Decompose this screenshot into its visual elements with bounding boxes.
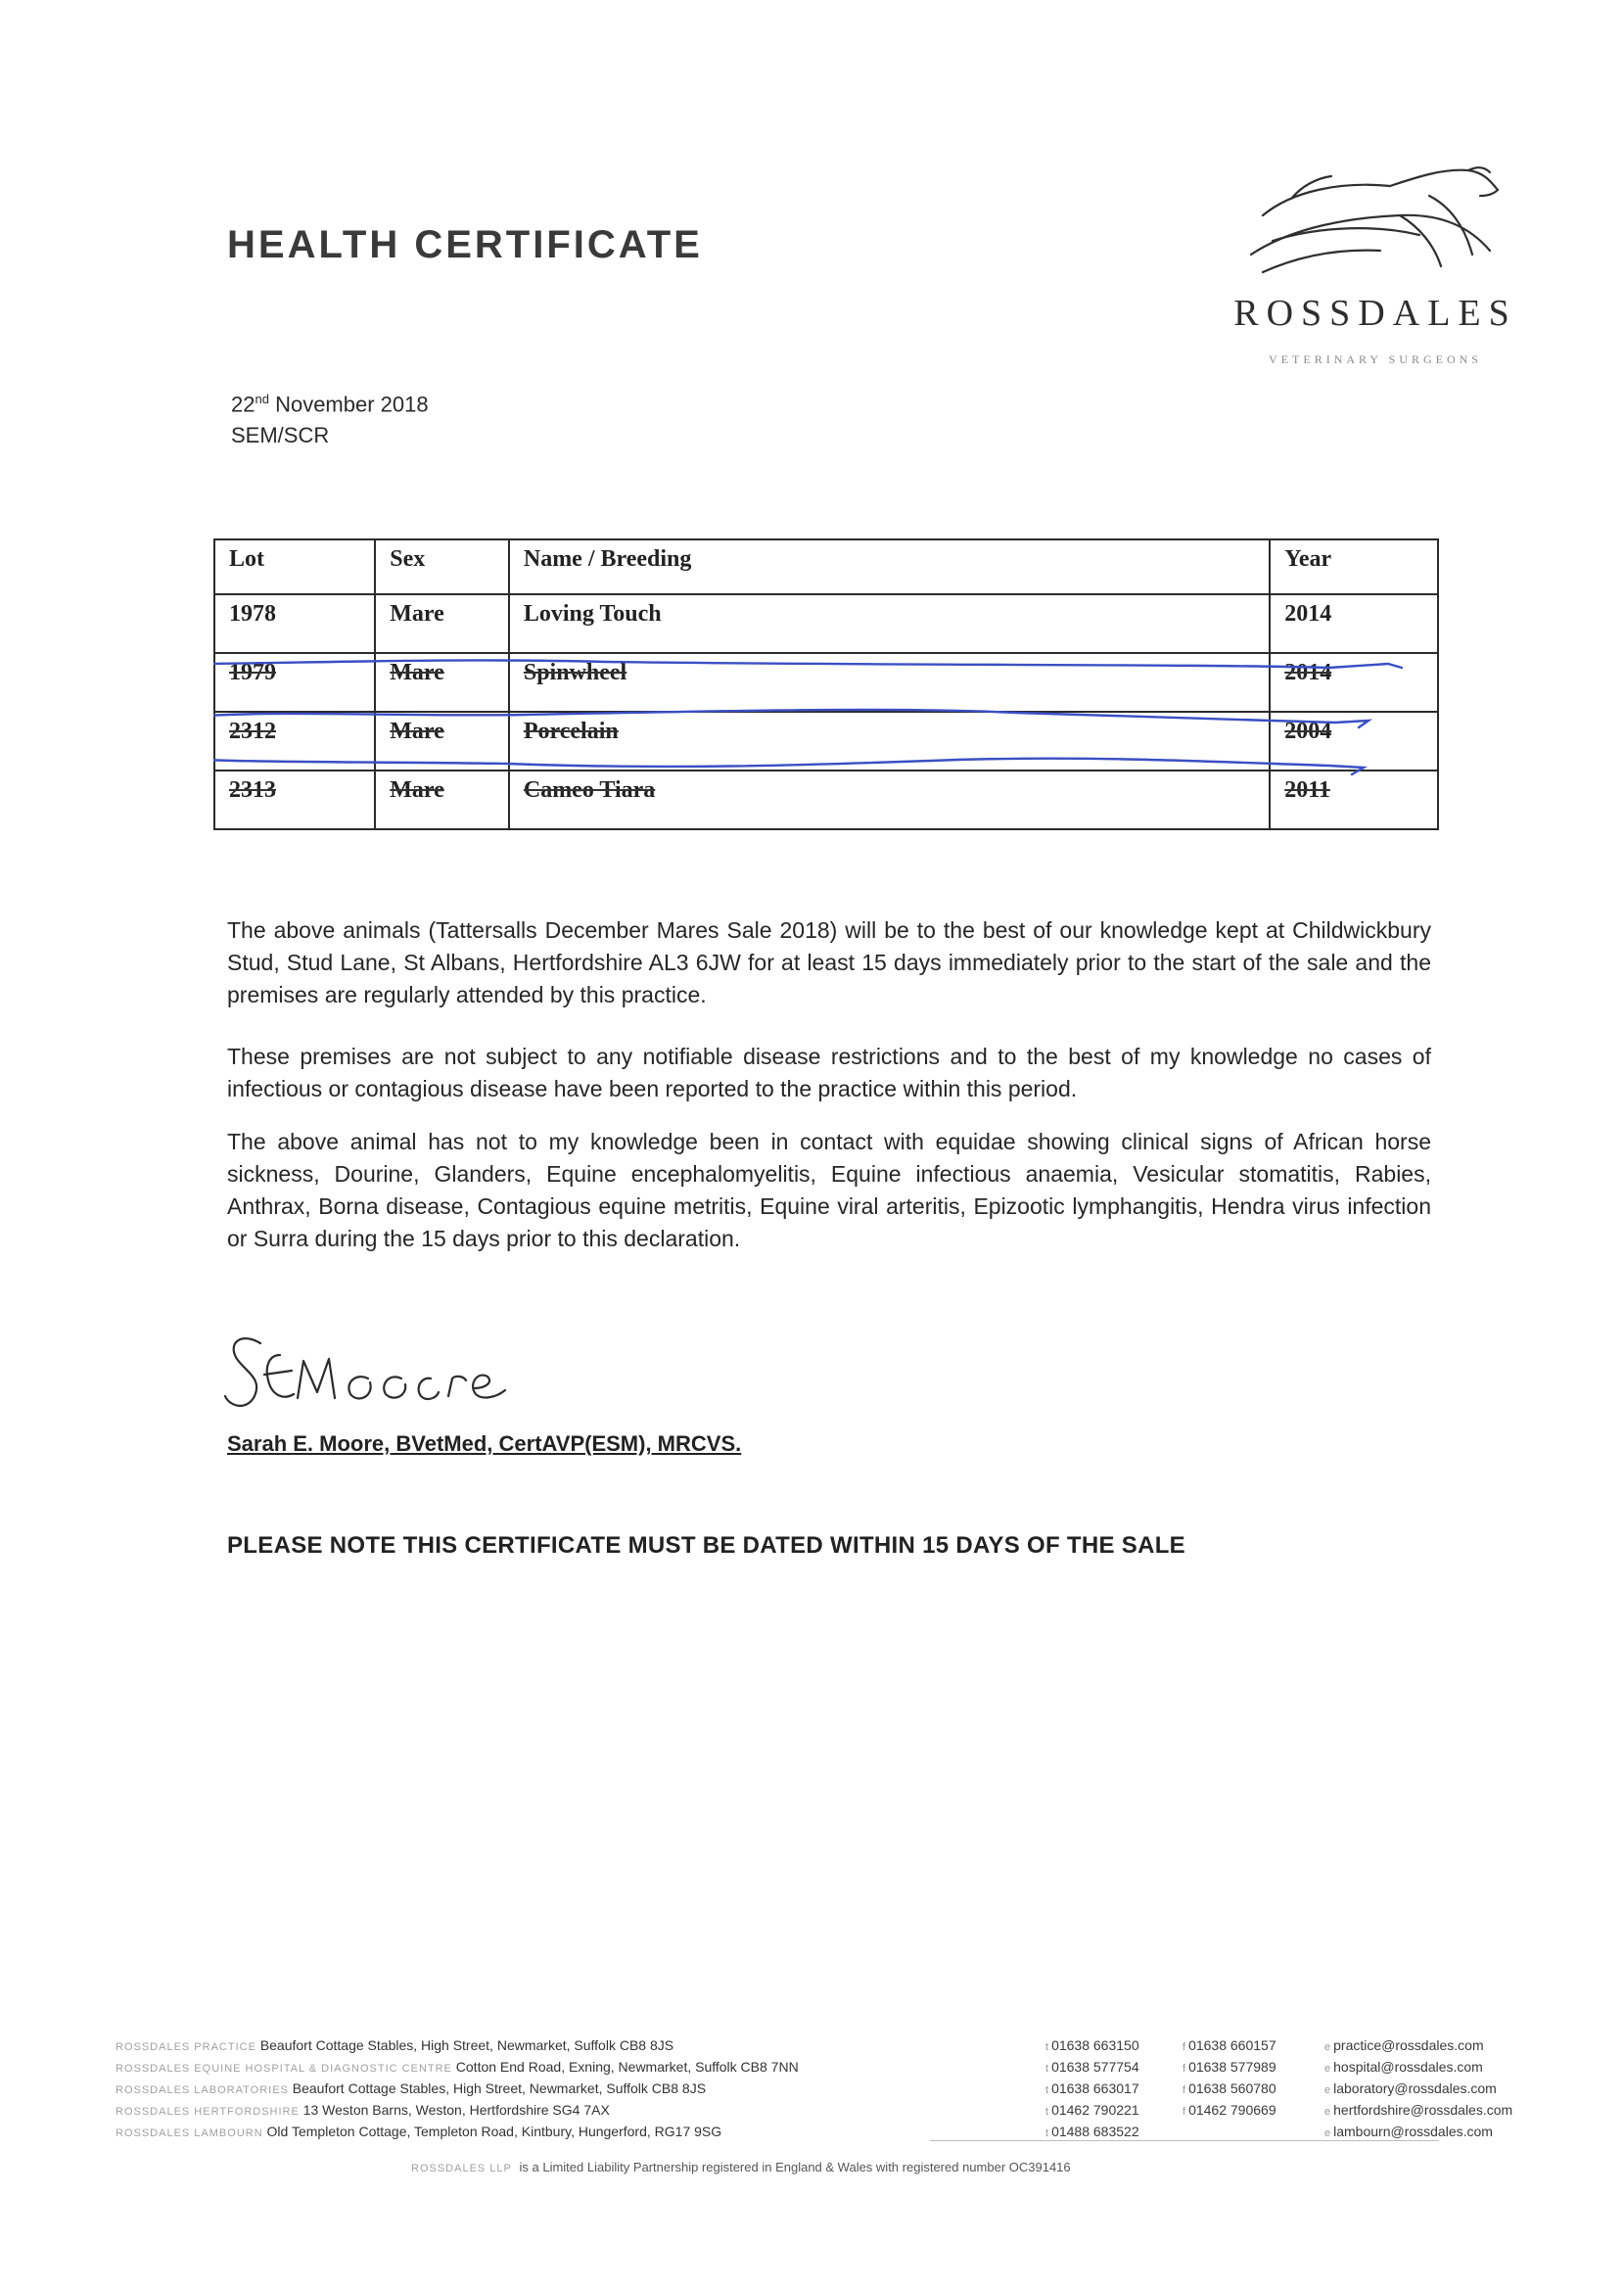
logo-tagline: VETERINARY SURGEONS xyxy=(1269,352,1482,366)
footer-org: ROSSDALES HERTFORDSHIRE xyxy=(116,2106,300,2118)
header-lot: Lot xyxy=(214,539,375,594)
footer-divider xyxy=(930,2140,1439,2141)
footer-phone: t 01638 577754 xyxy=(1045,2059,1139,2075)
footer-phone: t 01638 663017 xyxy=(1045,2080,1139,2096)
cell-name: Loving Touch xyxy=(509,594,1270,653)
footer-org: ROSSDALES PRACTICE xyxy=(116,2041,256,2053)
table-header-row xyxy=(214,539,1438,594)
horse-logo-icon xyxy=(1233,157,1508,284)
footer-address: 13 Weston Barns, Weston, Hertfordshire SG4 7AX xyxy=(302,2102,610,2118)
cell-lot: 2312 xyxy=(214,712,375,771)
footer-phone: t 01638 663150 xyxy=(1045,2037,1139,2053)
logo-wordmark: ROSSDALES xyxy=(1233,293,1517,334)
cell-sex: Mare xyxy=(375,594,509,653)
footer-registration-org: ROSSDALES LLP xyxy=(411,2163,512,2174)
table-row-struck xyxy=(214,771,1438,829)
date-suffix: nd xyxy=(255,392,269,406)
footer-fax: f 01462 790669 xyxy=(1183,2102,1276,2118)
footer-fax: f 01638 660157 xyxy=(1183,2037,1276,2053)
date-month-year: November 2018 xyxy=(275,392,429,417)
cell-name: Spinwheel xyxy=(509,653,1270,712)
footer-row xyxy=(116,2121,1564,2142)
footer-row xyxy=(116,2034,1564,2056)
footer-fax: f 01638 577989 xyxy=(1183,2059,1276,2075)
footer-registration-text: is a Limited Liability Partnership registered in England & Wales with registered number OC391416 xyxy=(519,2160,1071,2174)
footer-row xyxy=(116,2056,1564,2078)
reference-code: SEM/SCR xyxy=(231,423,330,447)
footer-address: Beaufort Cottage Stables, High Street, Newmarket, Suffolk CB8 8JS xyxy=(259,2037,674,2053)
cell-sex: Mare xyxy=(375,712,509,771)
header-name-breeding: Name / Breeding xyxy=(509,539,1270,594)
date-day: 22 xyxy=(231,392,255,417)
rossdales-logo xyxy=(1214,157,1537,372)
footer-address: Old Templeton Cottage, Templeton Road, Kintbury, Hungerford, RG17 9SG xyxy=(266,2124,722,2139)
handwritten-signature xyxy=(221,1322,554,1420)
header-year: Year xyxy=(1270,539,1438,594)
footer-address: Beaufort Cottage Stables, High Street, Newmarket, Suffolk CB8 8JS xyxy=(292,2080,707,2096)
footer-fax: f 01638 560780 xyxy=(1183,2080,1276,2096)
lots-table xyxy=(213,538,1439,830)
footer-org: ROSSDALES LAMBOURN xyxy=(116,2127,263,2139)
footer-registration xyxy=(411,2160,1071,2174)
footer-address: Cotton End Road, Exning, Newmarket, Suffolk CB8 7NN xyxy=(455,2059,799,2075)
table-row-struck xyxy=(214,712,1438,771)
declaration-paragraph-restrictions: These premises are not subject to any notifiable disease restrictions and to the best of my knowledge no cases of infectious or contagious disease have been reported to the practice within this period. xyxy=(227,1044,1431,1101)
footer-row xyxy=(116,2078,1564,2099)
cell-name: Porcelain xyxy=(509,712,1270,771)
footer-org: ROSSDALES LABORATORIES xyxy=(116,2084,289,2096)
header-sex: Sex xyxy=(375,539,509,594)
cell-name: Cameo Tiara xyxy=(509,771,1270,829)
cell-year: 2004 xyxy=(1270,712,1438,771)
cell-lot: 1978 xyxy=(214,594,375,653)
footer-org: ROSSDALES EQUINE HOSPITAL & DIAGNOSTIC CENTRE xyxy=(116,2063,452,2075)
cell-year: 2014 xyxy=(1270,653,1438,712)
footer-email: e practice@rossdales.com xyxy=(1324,2037,1484,2053)
cell-year: 2011 xyxy=(1270,771,1438,829)
footer-email: e laboratory@rossdales.com xyxy=(1324,2080,1497,2096)
footer-phone: t 01462 790221 xyxy=(1045,2102,1139,2118)
table-row-struck xyxy=(214,653,1438,712)
footer-row xyxy=(116,2099,1564,2121)
signatory-name: Sarah E. Moore, BVetMed, CertAVP(ESM), MRCVS. xyxy=(227,1431,742,1456)
cell-lot: 1979 xyxy=(214,653,375,712)
footer-email: e lambourn@rossdales.com xyxy=(1324,2124,1493,2139)
footer-contacts xyxy=(116,2034,1564,2142)
footer-email: e hospital@rossdales.com xyxy=(1324,2059,1483,2075)
declaration-paragraph-diseases: The above animal has not to my knowledge been in contact with equidae showing clinical signs of African horse sickness, Dourine, Glanders, Equine encephalomyelitis, Equine infectious anaemia, Vesicular stomatitis, Rabies, Anthrax, Borna disease, Contagious equine metritis, Equine viral arteritis, Epizootic lymphangitis, Hendra virus infection or Surra during the 15 days prior to this declaration. xyxy=(227,1129,1431,1251)
cell-lot: 2313 xyxy=(214,771,375,829)
dating-notice: PLEASE NOTE THIS CERTIFICATE MUST BE DATED WITHIN 15 DAYS OF THE SALE xyxy=(227,1532,1185,1559)
cell-sex: Mare xyxy=(375,653,509,712)
table-row xyxy=(214,594,1438,653)
certificate-date xyxy=(231,392,429,417)
cell-sex: Mare xyxy=(375,771,509,829)
footer-phone: t 01488 683522 xyxy=(1045,2124,1139,2139)
cell-year: 2014 xyxy=(1270,594,1438,653)
certificate-title: HEALTH CERTIFICATE xyxy=(227,223,703,266)
declaration-paragraph-location: The above animals (Tattersalls December Mares Sale 2018) will be to the best of our knowledge kept at Childwickbury Stud, Stud Lane, St Albans, Hertfordshire AL3 6JW for at least 15 days immediately prior to the start of the sale and the premises are regularly attended by this practice. xyxy=(227,917,1431,1007)
footer-email: e hertfordshire@rossdales.com xyxy=(1324,2102,1513,2118)
